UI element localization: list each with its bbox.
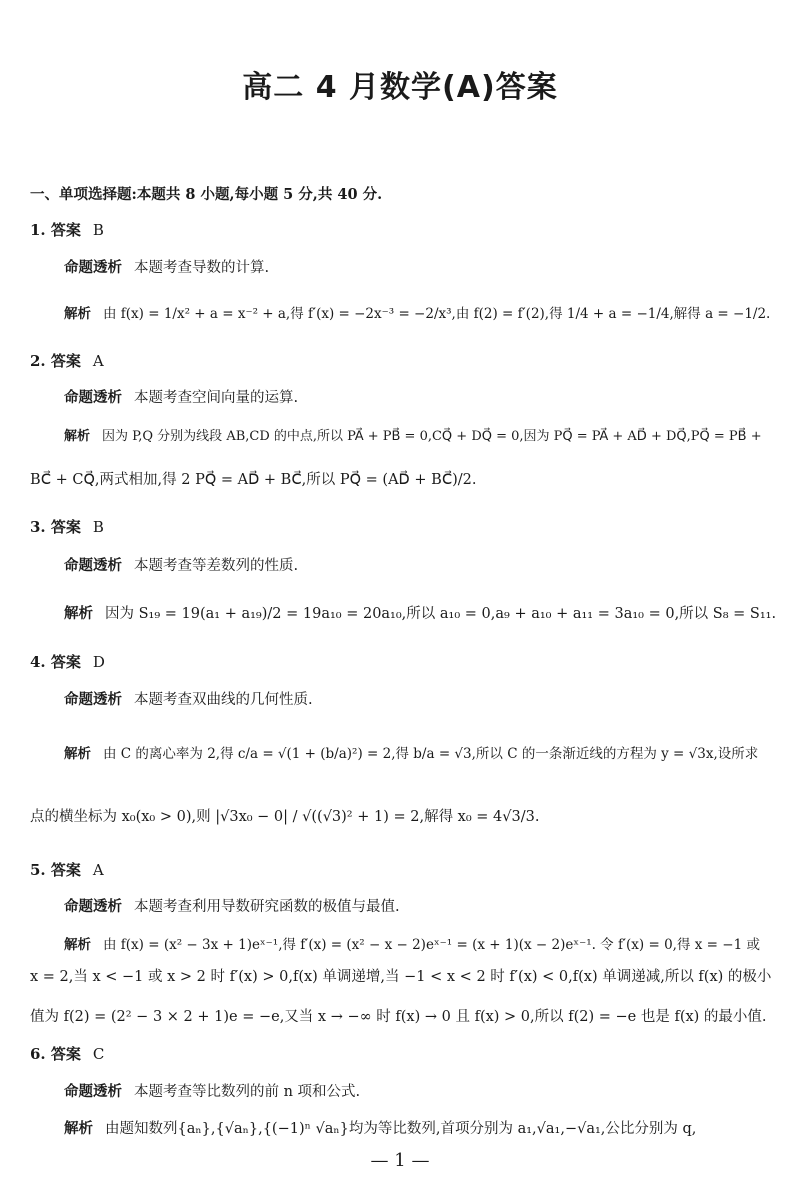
solution-text: 由 C 的离心率为 2,得 c/a = √(1 + (b/a)²) = 2,得 b/a = √3,所以 C 的一条渐近线的方程为 y = √3x,设所求	[103, 746, 759, 762]
question-6-intent	[64, 1080, 360, 1101]
question-4-header	[30, 651, 105, 672]
question-6-solution	[64, 1117, 696, 1138]
question-3-solution	[64, 602, 776, 623]
solution-text: 由 f(x) = (x² − 3x + 1)eˣ⁻¹,得 f′(x) = (x² − x − 2)eˣ⁻¹ = (x + 1)(x − 2)eˣ⁻¹. 令 f′(x) = 0,得 x = −1 或	[103, 937, 760, 953]
question-label: 2. 答案	[30, 352, 81, 370]
question-3-intent	[64, 554, 298, 575]
solution-text: 由 f(x) = 1/x² + a = x⁻² + a,得 f′(x) = −2x⁻³ = −2/x³,由 f(2) = f′(2),得 1/4 + a = −1/4,解得 a = −1/2.	[103, 306, 771, 322]
question-2-header	[30, 350, 104, 371]
answer-letter: B	[92, 221, 104, 239]
solution-label: 解析	[64, 1121, 93, 1137]
question-4-intent	[64, 688, 313, 709]
question-label: 3. 答案	[30, 518, 81, 536]
question-6-header	[30, 1043, 104, 1064]
page-title: 高二 4 月数学(A)答案	[242, 70, 558, 105]
question-5-solution-cont: 值为 f(2) = (2² − 3 × 2 + 1)e = −e,又当 x → −∞ 时 f(x) → 0 且 f(x) > 0,所以 f(2) = −e 也是 f(x) 的最小值.	[30, 1009, 767, 1025]
answer-letter: A	[92, 861, 104, 879]
intent-text: 本题考查双曲线的几何性质.	[134, 692, 313, 708]
page-number: — 1 —	[370, 1150, 430, 1171]
question-4-solution-cont: 点的横坐标为 x₀(x₀ > 0),则 |√3x₀ − 0| / √((√3)² + 1) = 2,解得 x₀ = 4√3/3.	[30, 809, 540, 825]
solution-label: 解析	[64, 306, 91, 322]
intent-text: 本题考查利用导数研究函数的极值与最值.	[134, 899, 400, 915]
question-5-header	[30, 859, 104, 880]
solution-text: 由题知数列{aₙ},{√aₙ},{(−1)ⁿ √aₙ}均为等比数列,首项分别为 a₁,√a₁,−√a₁,公比分别为 q,	[105, 1121, 697, 1137]
section-heading: 一、单项选择题:本题共 8 小题,每小题 5 分,共 40 分.	[30, 186, 383, 203]
question-label: 5. 答案	[30, 861, 81, 879]
question-label: 4. 答案	[30, 653, 81, 671]
solution-label: 解析	[64, 746, 91, 762]
intent-text: 本题考查等差数列的性质.	[134, 558, 299, 574]
question-5-solution-cont: x = 2,当 x < −1 或 x > 2 时 f′(x) > 0,f(x) 单调递增,当 −1 < x < 2 时 f′(x) < 0,f(x) 单调递减,所以 f(x) 的极小	[30, 969, 772, 985]
solution-text: 因为 P,Q 分别为线段 AB,CD 的中点,所以 PA⃗ + PB⃗ = 0,CQ⃗ + DQ⃗ = 0,因为 PQ⃗ = PA⃗ + AD⃗ + DQ⃗,PQ⃗ = PB⃗ +	[102, 429, 762, 444]
intent-text: 本题考查等比数列的前 n 项和公式.	[134, 1084, 361, 1100]
answer-letter: D	[92, 653, 105, 671]
intent-label: 命题透析	[64, 899, 122, 915]
question-1-header	[30, 219, 104, 240]
intent-label: 命题透析	[64, 1084, 122, 1100]
solution-label: 解析	[64, 937, 91, 953]
intent-text: 本题考查空间向量的运算.	[134, 390, 299, 406]
answer-letter: A	[92, 352, 104, 370]
question-2-solution-cont: BC⃗ + CQ⃗,两式相加,得 2 PQ⃗ = AD⃗ + BC⃗,所以 PQ⃗ = (AD⃗ + BC⃗)/2.	[30, 472, 477, 488]
question-5-intent	[64, 895, 400, 916]
intent-label: 命题透析	[64, 260, 122, 276]
answer-letter: C	[92, 1045, 105, 1063]
solution-text: 因为 S₁₉ = 19(a₁ + a₁₉)/2 = 19a₁₀ = 20a₁₀,所以 a₁₀ = 0,a₉ + a₁₀ + a₁₁ = 3a₁₀ = 0,所以 S₈ = S₁₁.	[105, 606, 777, 622]
solution-label: 解析	[64, 606, 93, 622]
solution-label: 解析	[64, 429, 91, 444]
question-label: 6. 答案	[30, 1045, 81, 1063]
question-label: 1. 答案	[30, 221, 81, 239]
question-1-solution	[64, 302, 770, 322]
question-2-solution	[64, 425, 762, 444]
intent-label: 命题透析	[64, 390, 122, 406]
intent-text: 本题考查导数的计算.	[134, 260, 270, 276]
question-5-solution	[64, 933, 760, 953]
question-2-intent	[64, 386, 298, 407]
intent-label: 命题透析	[64, 558, 122, 574]
question-4-solution	[64, 742, 758, 762]
intent-label: 命题透析	[64, 692, 122, 708]
question-1-intent	[64, 256, 269, 277]
question-3-header	[30, 516, 104, 537]
answer-letter: B	[92, 518, 104, 536]
